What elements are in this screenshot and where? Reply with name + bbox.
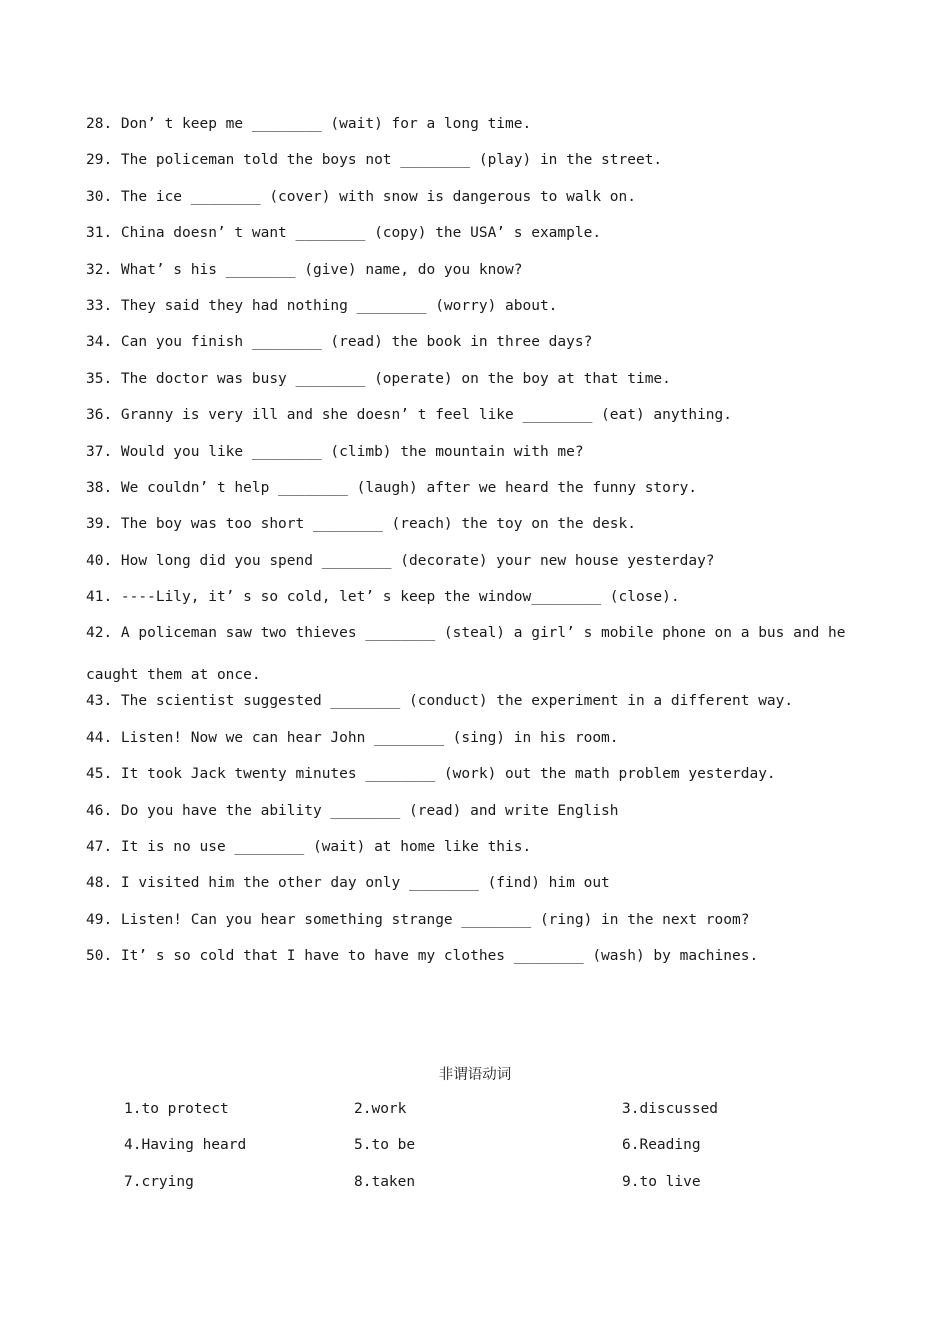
- question-30: 30. The ice ________ (cover) with snow is dangerous to walk on.: [86, 188, 636, 205]
- answer-item: 2.work: [354, 1101, 407, 1117]
- question-40: 40. How long did you spend ________ (decorate) your new house yesterday?: [86, 552, 715, 569]
- question-37: 37. Would you like ________ (climb) the mountain with me?: [86, 443, 584, 460]
- answers-title: 非谓语动词: [438, 1067, 512, 1083]
- question-list: [86, 114, 846, 983]
- answer-item: 6.Reading: [622, 1137, 701, 1154]
- question-38: 38. We couldn’ t help ________ (laugh) after we heard the funny story.: [86, 479, 698, 496]
- question-48: 48. I visited him the other day only ________ (find) him out: [86, 875, 610, 892]
- answer-item: 3.discussed: [622, 1101, 719, 1117]
- question-29: 29. The policeman told the boys not ________ (play) in the street.: [86, 152, 663, 169]
- question-50: 50. It’ s so cold that I have to have my clothes ________ (wash) by machines.: [86, 948, 759, 965]
- answer-row: [124, 1135, 844, 1171]
- question-35: 35. The doctor was busy ________ (operate) on the boy at that time.: [86, 370, 671, 387]
- question-45: 45. It took Jack twenty minutes ________ (work) out the math problem yesterday.: [86, 766, 776, 783]
- answer-item: 9.to live: [622, 1173, 701, 1190]
- question-39: 39. The boy was too short ________ (reach) the toy on the desk.: [86, 516, 636, 533]
- answer-row: [124, 1099, 844, 1135]
- answer-item: 4.Having heard: [124, 1137, 247, 1154]
- answer-item: 5.to be: [354, 1137, 416, 1154]
- question-43: 43. The scientist suggested ________ (conduct) the experiment in a different way.: [86, 693, 794, 710]
- question-31: 31. China doesn’ t want ________ (copy) the USA’ s example.: [86, 225, 602, 242]
- question-28: 28. Don’ t keep me ________ (wait) for a long time.: [86, 116, 532, 132]
- question-36: 36. Granny is very ill and she doesn’ t feel like ________ (eat) anything.: [86, 407, 733, 424]
- answer-row: [124, 1172, 844, 1208]
- question-49: 49. Listen! Can you hear something strange ________ (ring) in the next room?: [86, 911, 750, 928]
- question-47: 47. It is no use ________ (wait) at home like this.: [86, 839, 532, 856]
- question-33: 33. They said they had nothing ________ (worry) about.: [86, 297, 558, 314]
- question-34: 34. Can you finish ________ (read) the book in three days?: [86, 334, 593, 351]
- question-32: 32. What’ s his ________ (give) name, do you know?: [86, 261, 523, 278]
- answer-item: 7.crying: [124, 1173, 194, 1190]
- answer-item: 8.taken: [354, 1173, 416, 1190]
- question-42: 42. A policeman saw two thieves ________ (steal) a girl’ s mobile phone on a bus and he caught them at once.: [86, 625, 846, 684]
- question-41: 41. ----Lily, it’ s so cold, let’ s keep the window________ (close).: [86, 589, 680, 606]
- question-44: 44. Listen! Now we can hear John ________ (sing) in his room.: [86, 729, 619, 746]
- answer-item: 1.to protect: [124, 1101, 229, 1117]
- answer-key: [124, 1099, 844, 1208]
- question-46: 46. Do you have the ability ________ (read) and write English: [86, 802, 619, 819]
